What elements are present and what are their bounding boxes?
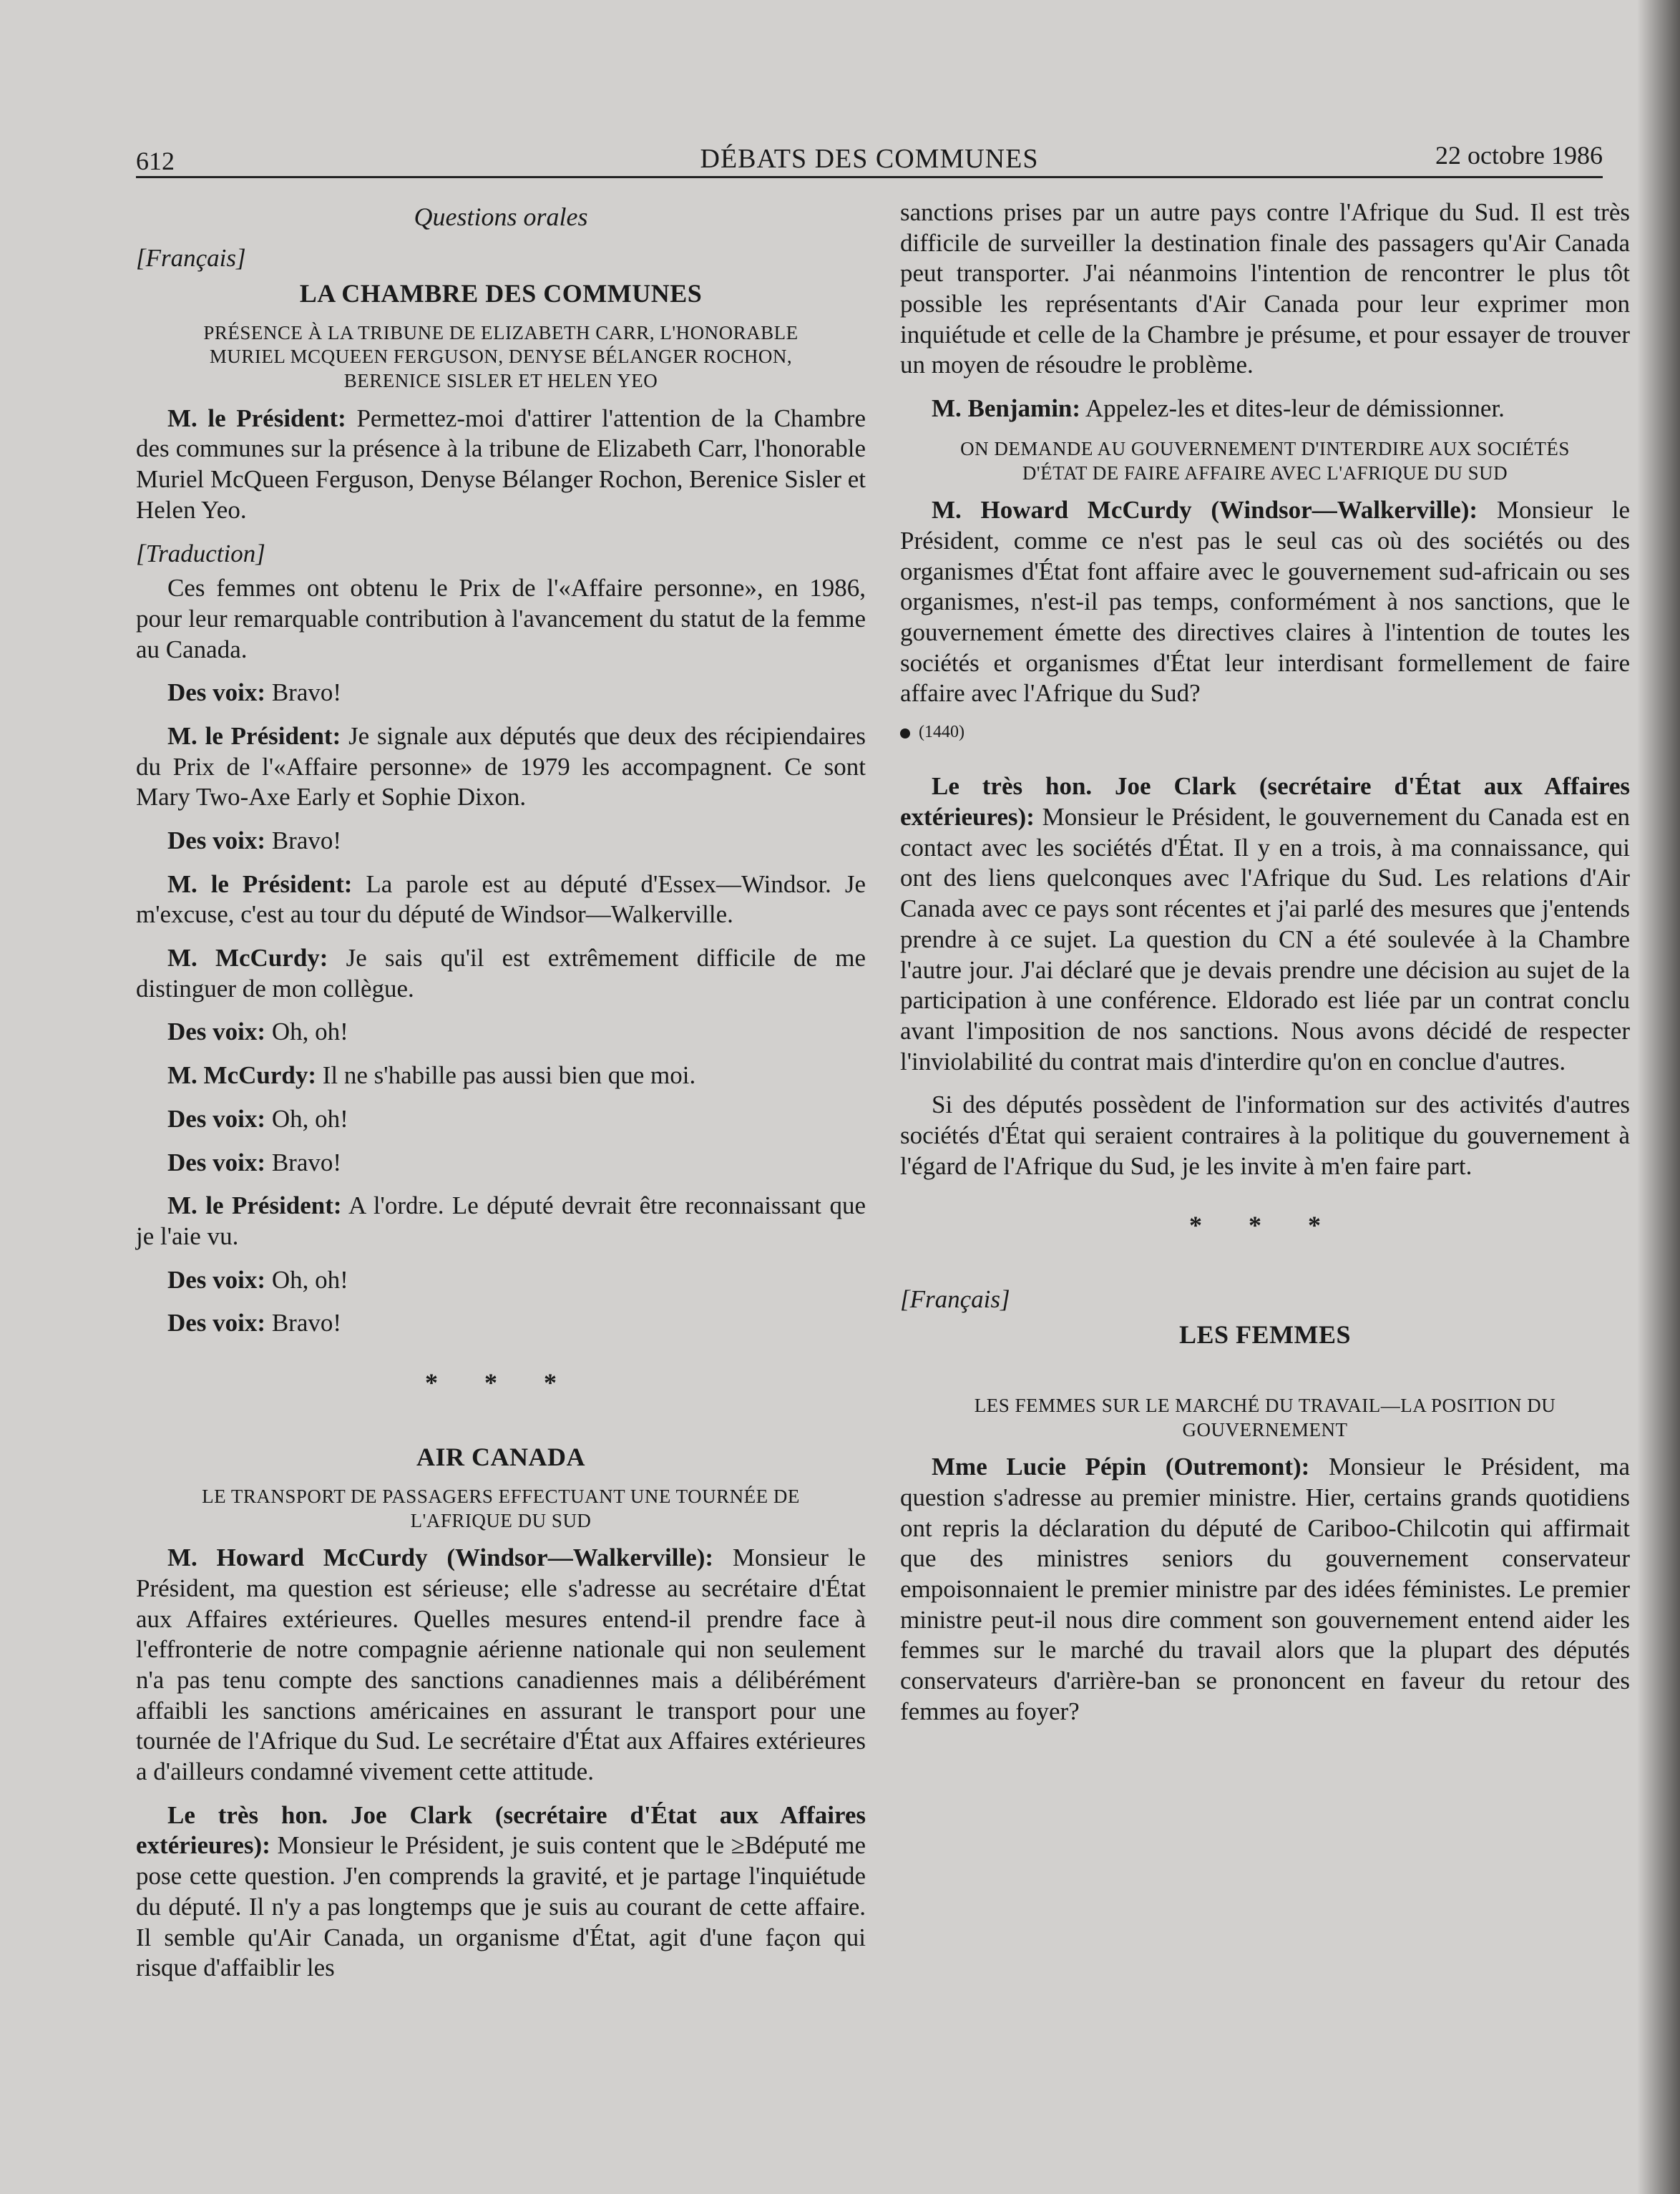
speech: A l'ordre. Le député devrait être reconnaissant que je l'aie vu.: [136, 1191, 866, 1250]
paragraph: [900, 394, 1630, 424]
speaker: M. le Président:: [167, 869, 353, 898]
right-column: [900, 198, 1630, 1740]
speaker: M. Howard McCurdy (Windsor—Walkerville):: [167, 1544, 714, 1572]
heading: AIR CANADA: [416, 1442, 585, 1471]
speech: Bravo!: [265, 1309, 342, 1337]
speaker: M. Howard McCurdy (Windsor—Walkerville):: [932, 496, 1478, 525]
speech: Bravo!: [265, 1148, 342, 1176]
speech: Permettez-moi d'attirer l'attention de la Chambre des communes sur la présence à la tribune de Elizabeth Carr, l'honorable Muriel McQueen Ferguson, Denyse Bélanger Rochon, Berenice Sisler et Helen Yeo.: [136, 404, 866, 524]
paragraph: [900, 771, 1630, 1077]
speaker: M. le Président:: [167, 721, 341, 750]
speaker: Des voix:: [167, 1265, 266, 1294]
subheading: PRÉSENCE À LA TRIBUNE DE ELIZABETH CARR, L'HONORABLE MURIEL MCQUEEN FERGUSON, DENYSE BÉLANGER ROCHON, BERENICE SISLER ET HELEN YEO: [203, 321, 799, 391]
speech: Je sais qu'il est extrêmement difficile de me distinguer de mon collègue.: [136, 944, 866, 1003]
speech: La parole est au député d'Essex—Windsor. Je m'excuse, c'est au tour du député de Windsor—Walkerville.: [136, 869, 866, 929]
speaker: Des voix:: [167, 1309, 266, 1337]
paragraph: [136, 1148, 866, 1179]
speaker: Des voix:: [167, 678, 266, 707]
paragraph: [136, 1061, 866, 1091]
paragraph: Ces femmes ont obtenu le Prix de l'«Affaire personne», en 1986, pour leur remarquable contribution à l'avancement du statut de la femme au Canada.: [136, 574, 866, 663]
speaker: M. McCurdy:: [167, 944, 328, 972]
section-separator: * * *: [1189, 1211, 1341, 1240]
speech: Je signale aux députés que deux des récipiendaires du Prix de l'«Affaire personne» de 1979 les accompagnent. Ce sont Mary Two-Axe Early et Sophie Dixon.: [136, 721, 866, 811]
speech: Oh, oh!: [265, 1104, 348, 1133]
paragraph: [136, 404, 866, 526]
speaker: Mme Lucie Pépin (Outremont):: [932, 1453, 1310, 1481]
paragraph: [136, 721, 866, 813]
language-marker: [Français]: [900, 1285, 1010, 1314]
speech: Appelez-les et dites-leur de démissionner.: [1080, 394, 1505, 423]
speech: Monsieur le Président, ma question s'adresse au premier ministre. Hier, certains grands quotidiens ont repris la déclaration du député de Cariboo-Chilcotin qui affirmait que des ministres seniors du gouvernement conservateur empoisonnaient le premier ministre par des idées féministes. Le premier ministre peut-il nous dire comment son gouvernement entend aider les femmes sur le marché du travail alors que la plupart des députés conservateurs d'arrière-ban se prononcent en faveur du retour des femmes au foyer?: [900, 1453, 1631, 1725]
paragraph: [136, 826, 866, 857]
paragraph: [136, 1800, 866, 1984]
bullet-icon: [900, 728, 910, 738]
speaker: M. McCurdy:: [167, 1061, 317, 1090]
publication-date: 22 octobre 1986: [1435, 141, 1603, 170]
section-separator: * * *: [425, 1367, 577, 1397]
paragraph: [136, 1104, 866, 1135]
heading: LA CHAMBRE DES COMMUNES: [299, 278, 703, 308]
speech: Monsieur le Président, le gouvernement du Canada est en contact avec les sociétés d'État. Il y en a trois, à ma connaissance, qui ont des liens quelconques avec l'Afrique du Sud. Les relations d'Air Canada avec ce pays sont récentes et j'ai parlé des mesures que j'entends prendre à ce sujet. La question du CN a été soulevée à la Chambre l'autre jour. J'ai déclaré que je devais prendre une décision au sujet de la participation à une conférence. Eldorado est liée par un contrat conclu avant l'imposition de nos sanctions. Nous avons décidé de respecter l'inviolabilité du contrat mais d'interdire qu'on en conclue d'autres.: [900, 803, 1630, 1076]
language-marker: [Traduction]: [136, 539, 265, 567]
left-column: [136, 198, 866, 1996]
speaker: Des voix:: [167, 1148, 266, 1176]
paragraph: [136, 943, 866, 1004]
paragraph: [136, 1265, 866, 1296]
subheading: LE TRANSPORT DE PASSAGERS EFFECTUANT UNE TOURNÉE DE L'AFRIQUE DU SUD: [202, 1485, 800, 1531]
time-marker-label: (1440): [919, 723, 964, 742]
speaker: Des voix:: [167, 1018, 266, 1046]
speaker: M. Benjamin:: [932, 394, 1081, 423]
speech: Bravo!: [265, 678, 342, 707]
paragraph: [136, 1308, 866, 1339]
paragraph: [900, 1452, 1630, 1727]
publication-title: DÉBATS DES COMMUNES: [700, 144, 1039, 174]
paragraph: [136, 1191, 866, 1252]
running-header: [136, 140, 1603, 178]
speech: Monsieur le Président, je suis content que le ≥Bdéputé me pose cette question. J'en comprends la gravité, et je partage l'inquiétude du député. Il n'y a pas longtemps que je suis au courant de cette affaire. Il semble qu'Air Canada, un organisme d'État, agit d'une façon qui risque d'affaiblir les: [136, 1831, 866, 1982]
section-title: Questions orales: [414, 203, 588, 231]
heading: LES FEMMES: [1178, 1320, 1352, 1349]
speech: Monsieur le Président, comme ce n'est pas le seul cas où des sociétés ou des organismes d'État font affaire avec le gouvernement sud-africain ou ses organismes, n'est-il pas temps, conformément à nos sanctions, que le gouvernement émette des directives claires à l'intention de toutes les sociétés et organismes d'État leur interdisant formellement de faire affaire avec l'Afrique du Sud?: [900, 496, 1630, 708]
paragraph: [136, 1543, 866, 1788]
speech: Oh, oh!: [265, 1018, 348, 1046]
subheading: ON DEMANDE AU GOUVERNEMENT D'INTERDIRE AUX SOCIÉTÉS D'ÉTAT DE FAIRE AFFAIRE AVEC L'AFRIQUE DU SUD: [960, 437, 1570, 484]
paragraph: Si des députés possèdent de l'information sur des activités d'autres sociétés d'État qui seraient contraires à la politique du gouvernement à l'égard de l'Afrique du Sud, je les invite à m'en faire part.: [900, 1091, 1630, 1180]
speaker: M. le Président:: [167, 1191, 342, 1220]
paragraph: [136, 869, 866, 930]
speaker: Des voix:: [167, 827, 266, 854]
page-number: 612: [136, 147, 175, 175]
language-marker: [Français]: [136, 243, 246, 272]
speaker: Le très hon. Joe Clark (secrétaire d'État aux Affaires extérieures):: [136, 1800, 866, 1860]
speech: Monsieur le Président, ma question est sérieuse; elle s'adresse au secrétaire d'État aux Affaires extérieures. Quelles mesures entend-il prendre face à l'effronterie de notre compagnie aérienne nationale qui non seulement n'a pas tenu compte des sanctions canadiennes mais a délibérément affaibli les sanctions américaines en assurant le transport pour une tournée de l'Afrique du Sud. Le secrétaire d'État aux Affaires extérieures a d'ailleurs condamné vivement cette attitude.: [136, 1544, 866, 1786]
paragraph: [900, 495, 1630, 709]
paragraph: sanctions prises par un autre pays contre l'Afrique du Sud. Il est très difficile de surveiller la destination finale des passagers qu'Air Canada peut transporter. J'ai néanmoins l'intention de rencontrer le plus tôt possible les représentants d'Air Canada pour leur exprimer mon inquiétude et celle de la Chambre je présume, et pour essayer de trouver un moyen de résoudre le problème.: [900, 198, 1630, 379]
speaker: Le très hon. Joe Clark (secrétaire d'État aux Affaires extérieures):: [900, 772, 1630, 832]
speech: Oh, oh!: [265, 1265, 348, 1294]
speech: Bravo!: [265, 827, 342, 854]
speaker: Des voix:: [167, 1104, 266, 1133]
paragraph: [136, 1017, 866, 1048]
speaker: M. le Président:: [167, 404, 346, 432]
time-marker: [900, 722, 1630, 743]
book-spine-shadow: [1637, 0, 1680, 2194]
paragraph: [136, 678, 866, 708]
speech: Il ne s'habille pas aussi bien que moi.: [316, 1061, 696, 1090]
subheading: LES FEMMES SUR LE MARCHÉ DU TRAVAIL—LA POSITION DU GOUVERNEMENT: [974, 1394, 1556, 1440]
